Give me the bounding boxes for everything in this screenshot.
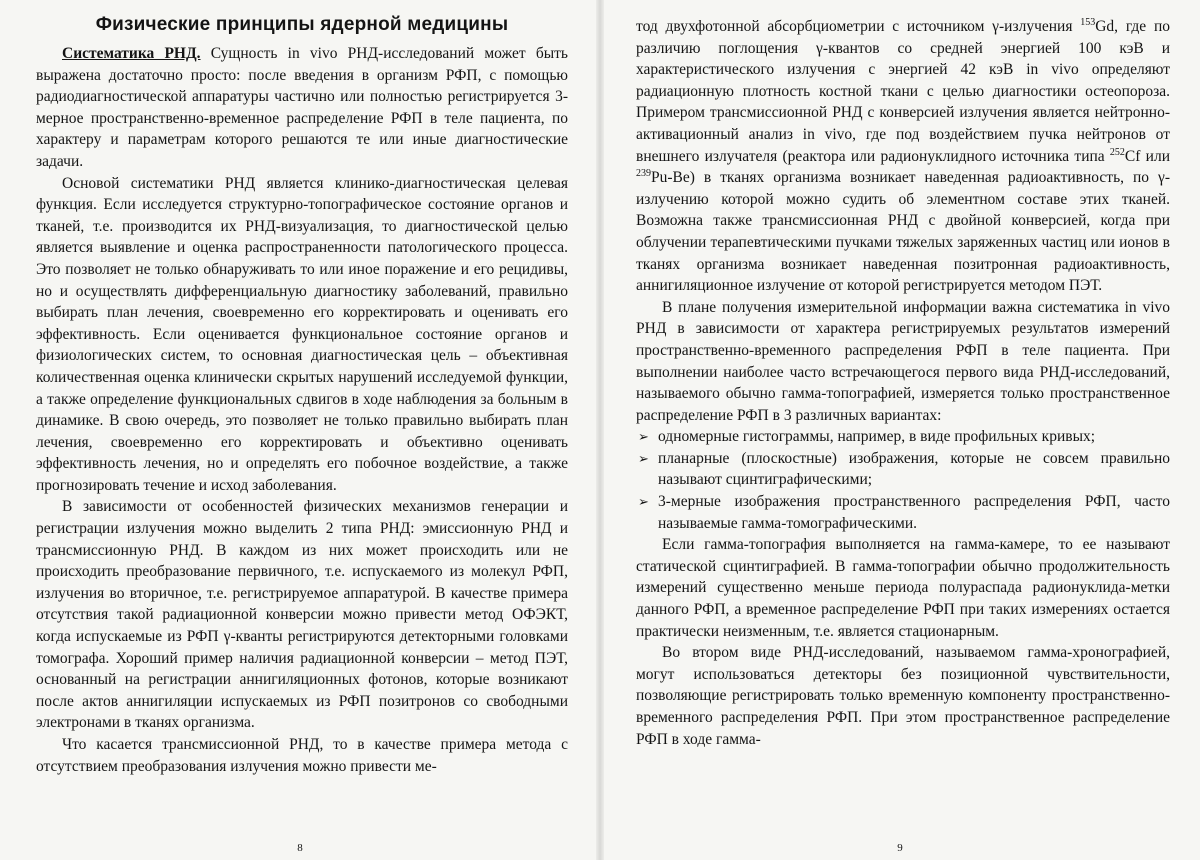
text-run: Pu-Be) в тканях организма возникает наведенная радиоактивность, по γ-излучению которой можно судить об элементном составе этих тканей. Возможна также трансмиссионная РНД с двойной конверсией, когда при облучении терапевтическими пучками тяжелых заряженных частиц или ионов в тканях организма возникает наведенная позитронная радиоактивность, аннигиляционное излучение от которой регистрируется методом ПЭТ. — [636, 169, 1170, 295]
paragraph: Что касается трансмиссионной РНД, то в качестве примера метода с отсутствием преобразования излучения можно привести ме- — [36, 736, 568, 775]
arrow-bullet-icon: ➢ — [638, 429, 649, 445]
paragraph-text: Сущность in vivo РНД-исследований может быть выражена достаточно просто: после введения в организм РФП, с помощью радиодиагностической аппаратуры частично или полностью регистрируется 3-мерное пространственно-временное распределение РФП в теле пациента, по характеру и параметрам которого решаются те или иные диагностические задачи. — [36, 45, 568, 170]
text-run: Cf или — [1124, 147, 1170, 165]
right-page — [600, 0, 1200, 860]
list-item-text: планарные (плоскостные) изображения, которые не совсем правильно называют сцинтиграфическими; — [658, 449, 1170, 489]
paragraph: Основой систематики РНД является клинико-диагностическая целевая функция. Если исследуется структурно-топографическое состояние органов и тканей, т.е. производится их РНД-визуализация, то диагностической целью является выявление и оценка распространенности патологического процесса. Это позволяет не только обнаруживать то или иное поражение и его рецидивы, но и осуществлять дифференциальную диагностику заболеваний, правильно выбирать план лечения, своевременно его корректировать и оценивать его эффективность. Если оценивается функциональное состояние органов и физиологических систем, то основная диагностическая цель – объективная количественная оценка клинически скрытых нарушений исследуемой функции, а также определение функциональных сдвигов в ходе наблюдения за больным в динамике. В свою очередь, это позволяет не только правильно выбирать план лечения, своевременно его корректировать и объективно оценивать эффективность лечения, но и определять его побочное воздействие, а также прогнозировать течение и исход заболевания. — [36, 174, 568, 494]
list-item-text: одномерные гистограммы, например, в виде профильных кривых; — [658, 428, 1096, 446]
arrow-bullet-icon: ➢ — [638, 494, 649, 510]
list-item-text: 3-мерные изображения пространственного распределения РФП, часто называемые гамма-томографическими. — [658, 493, 1170, 532]
list-item — [636, 426, 1170, 448]
list-item — [636, 491, 1170, 534]
isotope-mass-number: 153 — [1080, 16, 1096, 28]
page-number: 9 — [897, 842, 903, 854]
paragraph: В зависимости от особенностей физических механизмов генерации и регистрации излучения можно выделить 2 типа РНД: эмиссионную РНД и трансмиссионную РНД. В каждом из них может происходить или не происходить преобразование первичного, т.е. испускаемого из молекул РФП, излучения во вторичное, т.е. регистрируемое аппаратурой. В качестве примера отсутствия такой радиационной конверсии можно привести метод ОФЭКТ, когда испускаемые из РФП γ-кванты регистрируются детекторными головками томографа. Хороший пример наличия радиационной конверсии – метод ПЭТ, основанный на регистрации аннигиляционных фотонов, которые возникают после актов аннигиляции испускаемых из РФП позитронов со свободными электронами в тканях организма. — [36, 498, 568, 732]
paragraph: Если гамма-топография выполняется на гамма-камере, то ее называют статической сцинтиграфией. В гамма-топографии обычно продолжительность измерений существенно меньше периода полураспада радионуклида-метки данного РФП, а временное распределение РФП при таких измерениях остается практически неизменным, т.е. является стационарным. — [636, 536, 1170, 640]
isotope-mass-number: 239 — [636, 168, 651, 179]
page-number: 8 — [297, 842, 303, 854]
paragraph — [36, 43, 568, 173]
arrow-bullet-icon: ➢ — [638, 450, 649, 466]
section-term: Систематика РНД. — [62, 45, 201, 62]
paragraph: Во втором виде РНД-исследований, называемом гамма-хронографией, могут использоваться детекторы без позиционной чувствительности, позволяющие регистрировать только временную компоненту пространственно-временного распределения РФП. При этом пространственное распределение РФП в ходе гамма- — [636, 644, 1170, 748]
paragraph — [636, 16, 1170, 297]
paragraph: В плане получения измерительной информации важна систематика in vivo РНД в зависимости от характера регистрируемых результатов измерений пространственно-временного распределения РФП в теле пациента. При выполнении наиболее часто встречающегося первого вида РНД-исследований, называемого обычно гамма-топографией, измеряется только пространственное распределение РФП в 3 различных вариантах: — [636, 298, 1170, 424]
bullet-list — [636, 426, 1170, 534]
text-run: тод двухфотонной абсорбциометрии с источником γ-излучения — [636, 18, 1081, 35]
isotope-mass-number: 252 — [1109, 146, 1125, 158]
list-item — [636, 448, 1170, 491]
text-run: Gd, где по различию поглощения γ-квантов со средней энергией 100 кэВ и характеристического излучения с энергией 42 кэВ in vivo определяют радиационную плотность костной ткани с целью диагностики остеопороза. Примером трансмиссионной РНД с конверсией излучения является нейтронно-активационный анализ in vivo, где под воздействием пучка нейтронов от внешнего излучателя (реактора или радионуклидного источника типа — [636, 18, 1170, 165]
chapter-title: Физические принципы ядерной медицины — [95, 14, 509, 35]
